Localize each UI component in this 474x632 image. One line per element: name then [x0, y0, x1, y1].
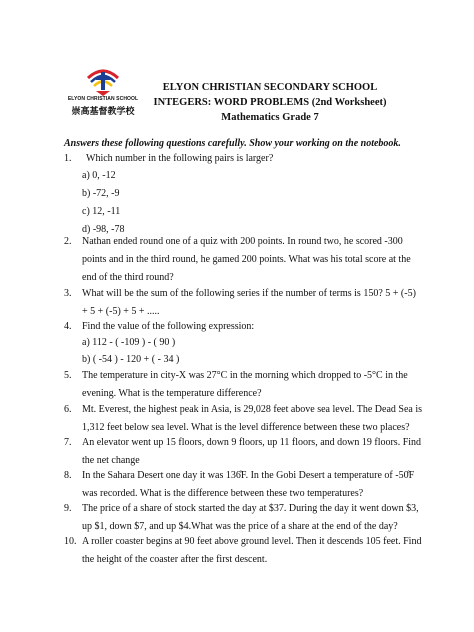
school-name: ELYON CHRISTIAN SECONDARY SCHOOL	[162, 82, 378, 93]
q1-pair-b: b) -72, -9	[82, 188, 120, 199]
worksheet-title: INTEGERS: WORD PROBLEMS (2nd Worksheet)	[153, 97, 387, 108]
instructions: Answers these following questions carefully. Show your working on the notebook.	[64, 138, 401, 149]
question-2: 2. Nathan ended round one of a quiz with 200 points. In round two, he scored -300 points and in the third round, he gamed 200 points. What was his total score at the end of the third round?	[64, 236, 411, 283]
question-9: 9. The price of a share of stock started the day at $37. During the day it went down $3, up $1, down $7, and up $4.What was the price of a share at the end of the day?	[64, 503, 419, 532]
worksheet-subtitle: Mathematics Grade 7	[221, 112, 319, 123]
logo-school-name: ELYON CHRISTIAN SCHOOL	[67, 96, 139, 102]
q1-pair-d: d) -98, -78	[82, 224, 125, 235]
question-3: 3. What will be the sum of the following series if the number of terms is 150? 5 + (-5) + 5 + (-5) + 5 + .....	[64, 288, 416, 317]
question-1: 1. Which number in the following pairs is larger?	[64, 153, 274, 164]
question-8: 8. In the Sahara Desert one day it was 136̊F. In the Gobi Desert a temperature of -50̊F was recorded. What is the difference between these two temperatures?	[64, 470, 415, 499]
question-6: 6. Mt. Everest, the highest peak in Asia, is 29,028 feet above sea level. The Dead Sea is 1,312 feet below sea level. What is the level difference between these two places?	[64, 404, 422, 433]
worksheet-header	[150, 80, 390, 125]
q4-part-a: a) 112 - ( -109 ) - ( 90 )	[82, 337, 176, 348]
q1-pair-c: c) 12, -11	[82, 206, 121, 217]
q1-pair-a: a) 0, -12	[82, 170, 116, 181]
question-10: 10. A roller coaster begins at 90 feet above ground level. Then it descends 105 feet. Find the height of the coaster after the first descent.	[64, 536, 422, 565]
question-4: 4. Find the value of the following expression:	[64, 321, 255, 332]
question-7: 7. An elevator went up 15 floors, down 9 floors, up 11 floors, and down 19 floors. Find the net change	[64, 437, 422, 466]
logo-chinese-name: 崇高基督教学校	[71, 107, 135, 117]
q4-part-b: b) ( -54 ) - 120 + ( - 34 )	[82, 354, 180, 365]
question-5: 5. The temperature in city-X was 27°C in the morning which dropped to -5°C in the evening. What is the temperature difference?	[64, 370, 408, 399]
